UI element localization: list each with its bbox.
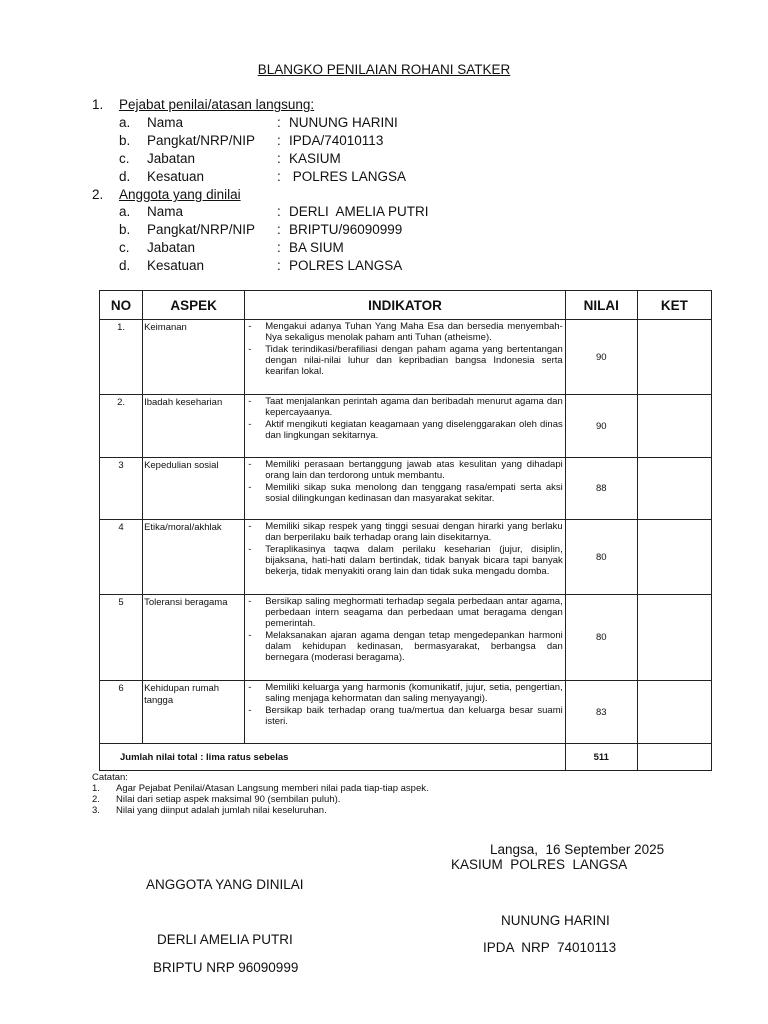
notes-heading: Catatan: xyxy=(92,772,128,783)
note-text: Nilai yang diinput adalah jumlah nilai keseluruhan. xyxy=(116,805,327,816)
row-aspect: Etika/moral/akhlak xyxy=(143,520,245,595)
row-number: 2. xyxy=(100,395,143,458)
place-date: Langsa, 16 September 2025 xyxy=(490,842,665,857)
indicator-item: - Tidak terindikasi/berafiliasi dengan paham agama yang bertentangan dengan nilai-nilai luhur dan kepribadian bangsa Indonesia serta kearifan lokal. xyxy=(247,344,563,377)
section-heading: Anggota yang dinilai xyxy=(119,187,241,202)
row-aspect: Kepedulian sosial xyxy=(143,458,245,520)
item-letter: c. xyxy=(119,151,130,166)
row-score: 80 xyxy=(565,595,637,681)
table-row xyxy=(100,681,712,744)
total-score: 511 xyxy=(565,744,637,771)
table-row xyxy=(100,595,712,681)
note-item xyxy=(92,783,429,794)
row-note xyxy=(637,681,711,744)
item-value: DERLI AMELIA PUTRI xyxy=(289,204,429,219)
row-note xyxy=(637,458,711,520)
section-number: 1. xyxy=(92,97,104,112)
signer-title-left: ANGGOTA YANG DINILAI xyxy=(146,877,304,892)
section-number: 2. xyxy=(92,187,104,202)
item-colon: : xyxy=(277,240,281,255)
signer-title-right: KASIUM POLRES LANGSA xyxy=(451,857,628,872)
row-aspect: Toleransi beragama xyxy=(143,595,245,681)
row-note xyxy=(637,395,711,458)
row-note xyxy=(637,595,711,681)
row-number: 1. xyxy=(100,320,143,395)
row-indicators xyxy=(245,520,566,595)
item-letter: a. xyxy=(119,204,131,219)
indicator-item: - Bersikap baik terhadap orang tua/mertua dan keluarga besar suami isteri. xyxy=(247,705,563,727)
indicator-item: - Melaksanakan ajaran agama dengan tetap mengedepankan harmoni dalam kehidupan kedinasan, bermasyarakat, berbangsa dan bernegara (moderasi beragama). xyxy=(247,630,563,663)
row-indicators xyxy=(245,595,566,681)
header-indikator: INDIKATOR xyxy=(245,291,566,320)
indicator-item: - Memiliki perasaan bertanggung jawab atas kesulitan yang dihadapi orang lain dan terdorong untuk membantu. xyxy=(247,459,563,481)
item-letter: b. xyxy=(119,222,131,237)
row-note xyxy=(637,320,711,395)
header-ket: KET xyxy=(637,291,711,320)
note-number: 1. xyxy=(92,783,100,794)
document-title: BLANGKO PENILAIAN ROHANI SATKER xyxy=(257,62,511,77)
item-colon: : xyxy=(277,204,281,219)
item-colon: : xyxy=(277,133,281,148)
note-item xyxy=(92,805,327,816)
row-number: 6 xyxy=(100,681,143,744)
notes-section xyxy=(92,772,429,816)
item-value: NUNUNG HARINI xyxy=(289,115,398,130)
note-number: 3. xyxy=(92,805,100,816)
row-indicators xyxy=(245,320,566,395)
total-label: Jumlah nilai total : lima ratus sebelas xyxy=(100,744,566,771)
indicator-item: - Memiliki keluarga yang harmonis (komunikatif, jujur, setia, pengertian, saling menjaga kehormatan dan saling menyayangi). xyxy=(247,682,563,704)
table-row xyxy=(100,320,712,395)
row-score: 83 xyxy=(565,681,637,744)
row-score: 90 xyxy=(565,320,637,395)
item-label: Nama xyxy=(147,115,184,130)
item-letter: d. xyxy=(119,258,131,273)
row-indicators xyxy=(245,681,566,744)
header-aspek: ASPEK xyxy=(143,291,245,320)
row-number: 5 xyxy=(100,595,143,681)
row-aspect: Ibadah keseharian xyxy=(143,395,245,458)
item-letter: c. xyxy=(119,240,130,255)
note-number: 2. xyxy=(92,794,100,805)
indicator-item: - Aktif mengikuti kegiatan keagamaan yang diselenggarakan oleh dinas dan lingkungan sekitarnya. xyxy=(247,419,563,441)
item-label: Kesatuan xyxy=(147,169,205,184)
signer-name-left: DERLI AMELIA PUTRI xyxy=(157,932,293,947)
row-score: 88 xyxy=(565,458,637,520)
item-label: Jabatan xyxy=(147,240,196,255)
header-no: NO xyxy=(100,291,143,320)
indicator-item: - Bersikap saling meghormati terhadap segala perbedaan antar agama, perbedaan intern seagama dan perbedaan umat beragama dengan pemerintah. xyxy=(247,596,563,629)
row-indicators xyxy=(245,395,566,458)
signer-id-left: BRIPTU NRP 96090999 xyxy=(153,960,299,975)
item-value: BA SIUM xyxy=(289,240,344,255)
note-text: Nilai dari setiap aspek maksimal 90 (sembilan puluh). xyxy=(116,794,341,805)
item-letter: b. xyxy=(119,133,131,148)
item-value: IPDA/74010113 xyxy=(289,133,384,148)
table-header-row xyxy=(100,291,712,320)
item-colon: : xyxy=(277,115,281,130)
item-value: POLRES LANGSA xyxy=(289,169,407,184)
total-row xyxy=(100,744,712,771)
note-text: Agar Pejabat Penilai/Atasan Langsung memberi nilai pada tiap-tiap aspek. xyxy=(116,783,429,794)
indicator-item: - Teraplikasinya taqwa dalam perilaku keseharian (jujur, disiplin, bijaksana, hati-hati dalam bertindak, tidak banyak bicara tapi banyak bekerja, tidak menyakiti orang lain dan tidak suka mengadu domba. xyxy=(247,544,563,577)
indicator-item: - Taat menjalankan perintah agama dan beribadah menurut agama dan kepercayaanya. xyxy=(247,396,563,418)
item-colon: : xyxy=(277,222,281,237)
item-label: Pangkat/NRP/NIP xyxy=(147,222,256,237)
item-value: KASIUM xyxy=(289,151,341,166)
table-row xyxy=(100,458,712,520)
item-label: Kesatuan xyxy=(147,258,205,273)
signer-name-right: NUNUNG HARINI xyxy=(501,913,610,928)
indicator-item: - Memiliki sikap suka menolong dan tenggang rasa/empati serta aksi sosial dilingkungan kedinasan dan masyarakat sekitar. xyxy=(247,482,563,504)
item-colon: : xyxy=(277,151,281,166)
row-aspect: Keimanan xyxy=(143,320,245,395)
item-colon: : xyxy=(277,169,281,184)
item-letter: a. xyxy=(119,115,131,130)
table-row xyxy=(100,395,712,458)
indicator-item: - Mengakui adanya Tuhan Yang Maha Esa dan bersedia menyembah-Nya sekaligus menolak paham anti Tuhan (atheisme). xyxy=(247,321,563,343)
item-value: POLRES LANGSA xyxy=(289,258,403,273)
item-label: Pangkat/NRP/NIP xyxy=(147,133,256,148)
item-value: BRIPTU/96090999 xyxy=(289,222,403,237)
signer-id-right: IPDA NRP 74010113 xyxy=(483,940,617,955)
item-letter: d. xyxy=(119,169,131,184)
row-aspect: Kehidupan rumah tangga xyxy=(143,681,245,744)
section-heading: Pejabat penilai/atasan langsung: xyxy=(119,97,315,112)
item-colon: : xyxy=(277,258,281,273)
row-indicators xyxy=(245,458,566,520)
header-nilai: NILAI xyxy=(565,291,637,320)
item-label: Nama xyxy=(147,204,184,219)
table-row xyxy=(100,520,712,595)
row-score: 80 xyxy=(565,520,637,595)
note-item xyxy=(92,794,341,805)
row-number: 3 xyxy=(100,458,143,520)
row-number: 4 xyxy=(100,520,143,595)
indicator-item: - Memiliki sikap respek yang tinggi sesuai dengan hirarki yang berlaku dan berperilaku baik terhadap orang lain disekitarnya. xyxy=(247,521,563,543)
row-score: 90 xyxy=(565,395,637,458)
item-label: Jabatan xyxy=(147,151,196,166)
total-note xyxy=(637,744,711,771)
row-note xyxy=(637,520,711,595)
assessment-table xyxy=(99,290,712,771)
